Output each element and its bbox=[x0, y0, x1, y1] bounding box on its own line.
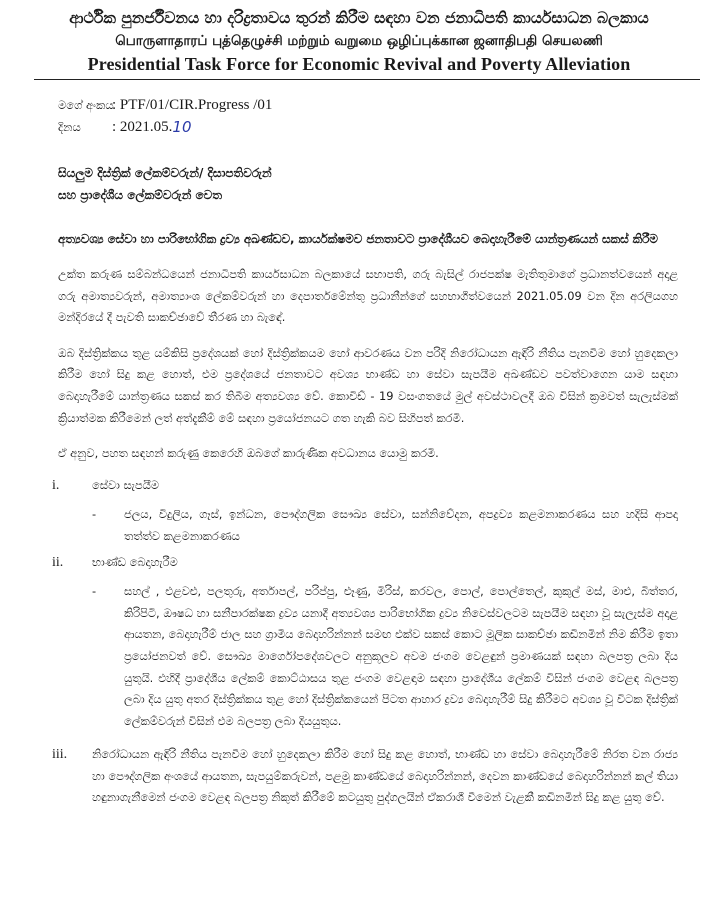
points-list bbox=[52, 475, 678, 809]
item-number: ii. bbox=[52, 554, 64, 570]
item-detail-text: සහල් , එළවළු, පලතුරු, අර්තාපල්, පරිප්පු, ළූණු, මිරිස්, කරවල, පොල්, පොල්තෙල්, කුකුල් මස්, මාළු, බිත්තර, කිරිපිටි, ඖෂධ හා සනීපාරක්ෂක ද්‍රව්‍ය යනාදී අත්‍යවශ්‍ය පාරිභෝගික ද්‍රව්‍ය නිවෙස්වලටම සැපයීම සඳහා වූ සැලැස්ම අදාළ ආයතන, බෙදාහැරීම් ජාල සහ ග්‍රාමීය බෙදාහරින්නන් සමඟ එක්ව සකස් කොට මූලික සාකච්ඡා කඩිනමින් නිම කිරීම ඉතා ප්‍රයෝජනවත් වේ. සෞඛ්‍ය මාර්ගෝපදේශවලට අනුකූලව අවම ජංගම වෙළඳුන් ප්‍රමාණයක් සඳහා බලපත්‍ර ලබා දිය යුතුයි. එහිදී ප්‍රාදේශීය ලේකම් කොට්ඨාසය තුළ ජංගම වෙළඳාම සඳහා ප්‍රාදේශීය ලේකම් විසින් ජංගම වෙළඳ බලපත්‍ර ලබා දිය යුතු අතර දිස්ත්‍රික්කය තුළ හෝ දිස්ත්‍රික්කයෙන් පිටත ආහාර ද්‍රව්‍ය බෙදාහැරීම් සිදු කිරීමට අවශ්‍ය වූ විටක දිස්ත්‍රික් ලේකම්වරුන් විසින් එම බලපත්‍ර ලබා දියයුතුය. bbox=[124, 584, 678, 728]
reference-block bbox=[58, 94, 678, 138]
item-number: iii. bbox=[52, 747, 68, 763]
date-label: දිනය bbox=[58, 120, 81, 134]
header-divider bbox=[34, 79, 700, 80]
date-value: : 2021.05. bbox=[112, 119, 173, 135]
reference-row bbox=[58, 94, 678, 116]
header-tamil: பொருளாதாரப் புத்தெழுச்சி மற்றும் வறுமை ஒழிப்புக்கான ஜனாதிபதி செயலணி bbox=[115, 33, 603, 49]
date-row bbox=[58, 116, 678, 138]
item-detail-text: ජලය, විදුලිය, ගෑස්, ඉන්ධන, පෞද්ගලික සෞඛ්‍ය සේවා, සන්නිවේදන, අපද්‍රව්‍ය කළමනාකරණය සහ හදිසි ආපදා තත්ත්ව කළමනාකරණය bbox=[124, 507, 678, 543]
addressee-line-2: සහ ප්‍රාදේශීය ලේකම්වරුන් වෙත bbox=[58, 188, 223, 202]
date-handwritten: 10 bbox=[172, 118, 192, 136]
item-body-text: නිරෝධායන ඇඳිරි නීතිය පැනවීම හෝ හුදෙකලා කිරීම හෝ සිදු කළ හොත්, භාණ්ඩ හා සේවා බෙදාහැරීමේ නිරත වන රාජ්‍ය හා පෞද්ගලික අංශයේ ආයතන, සැපයුම්කරුවන්, පළමු කාණ්ඩයේ බෙදාහරින්නන්, දෙවන කාණ්ඩයේ බෙදාහරින්නන් කල් තියා හඳුනාගැනීමෙන් ජංගම වෙළඳ බලපත්‍ර නිකුත් කිරීමේ කටයුතු පුද්ගලයින් ඒකරාශී වීමෙන් වැළකී කඩිනමින් සිදු කළ යුතු වේ. bbox=[92, 747, 678, 805]
list-item bbox=[52, 552, 678, 574]
paragraph-2: ඔබ දිස්ත්‍රික්කය තුළ යම්කිසි ප්‍රදේශයක් හෝ දිස්ත්‍රික්කයම හෝ ආවරණය වන පරිදි නිරෝධායන ඇඳිරි නීතිය පැනවීම හෝ හුදෙකලා කිරීම හෝ සිදු කළ හොත්, එම ප්‍රදේශයේ ජනතාවට අවශ්‍ය භාණ්ඩ හා සේවා සැපයීම අඛණ්ඩව පවත්වාගෙන යාම සඳහා බෙදාහැරීමේ යාන්ත්‍රණය සකස් කර තිබීම අත්‍යවශ්‍ය වේ. කොවිඩ් - 19 වසංගතයේ මුල් අවස්ථාවලදී ඔබ විසින් ක්‍රමවත් සැලැස්මක් ක්‍රියාත්මක කිරීමෙන් ලත් අත්දැකීම් මේ සඳහා ප්‍රයෝජනයට ගත හැකි බව සිහිපත් කරමි. bbox=[58, 345, 678, 425]
item-heading: සේවා සැපයීම bbox=[92, 477, 159, 492]
list-item bbox=[52, 475, 678, 497]
item-detail bbox=[58, 581, 678, 732]
addressee-block bbox=[58, 162, 678, 206]
reference-value: : PTF/01/CIR.Progress /01 bbox=[112, 97, 273, 113]
paragraph-1: උක්ත කරුණ සම්බන්ධයෙන් ජනාධිපති කාර්යසාධන බලකායේ සභාපති, ගරු බැසිල් රාජපක්ෂ මැතිතුමාගේ ප්‍රධානත්වයෙන් අදාළ ගරු අමාත්‍යවරුන්, අමාත්‍යාංශ ලේකම්වරුන් හා දෙපාර්තමේන්තු ප්‍රධානීන්ගේ සහභාගීත්වයෙන් 2021.05.09 වන දින අරලියගහ මන්දිරයේ දී පැවති සාකච්ඡාවේ තීරණ හා බැඳේ. bbox=[58, 267, 678, 325]
item-number: i. bbox=[52, 477, 60, 493]
paragraph-3: ඒ අනුව, පහත සඳහන් කරුණු කෙරෙහි ඔබගේ කාරුණික අවධානය යොමු කරමි. bbox=[58, 446, 439, 461]
reference-label: මගේ අංකය bbox=[58, 98, 114, 112]
addressee-line-1: සියලුම දිස්ත්‍රික් ලේකම්වරුන්/ දිසාපතිවරුන් bbox=[58, 166, 272, 180]
item-detail bbox=[58, 504, 678, 547]
subject-heading: අත්‍යවශ්‍ය සේවා හා පාරිභෝගික ද්‍රව්‍ය අඛණ්ඩව, කාර්යක්ෂමව ජනතාවට ප්‍රාදේශීයව බෙදාහැරීමේ යාන්ත්‍රණයන් සකස් කිරීම bbox=[58, 232, 658, 246]
dash-bullet: - bbox=[92, 507, 97, 522]
header-english: Presidential Task Force for Economic Revival and Poverty Alleviation bbox=[87, 54, 631, 74]
header-sinhala: ආර්ථික පුනර්ජීවනය හා දරිද්‍රතාවය තුරන් කිරීම සඳහා වන ජනාධිපති කාර්යසාධන බලකාය bbox=[69, 8, 649, 27]
dash-bullet: - bbox=[92, 584, 97, 599]
list-item bbox=[52, 744, 678, 809]
item-heading: භාණ්ඩ බෙදාහැරීම bbox=[92, 554, 178, 569]
